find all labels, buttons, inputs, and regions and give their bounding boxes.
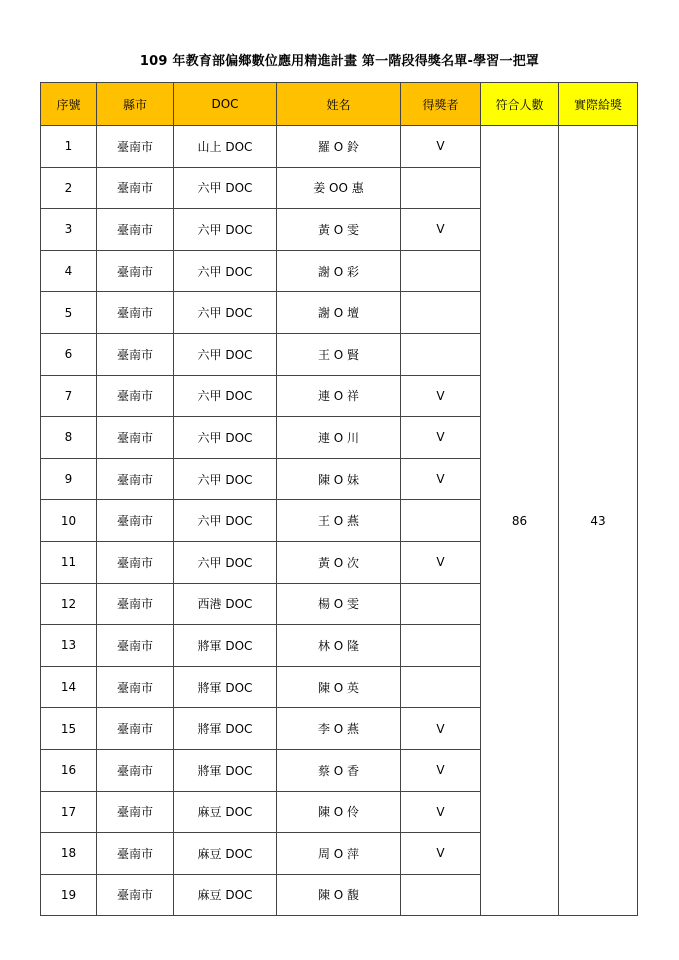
cell-winner — [401, 874, 481, 916]
cell-winner — [401, 250, 481, 292]
cell-doc: 麻豆 DOC — [174, 791, 277, 833]
cell-doc: 麻豆 DOC — [174, 874, 277, 916]
cell-name: 陳 O 伶 — [277, 791, 401, 833]
header-county: 縣市 — [97, 83, 174, 126]
cell-county: 臺南市 — [97, 874, 174, 916]
cell-county: 臺南市 — [97, 749, 174, 791]
cell-name: 陳 O 馥 — [277, 874, 401, 916]
cell-no: 11 — [41, 541, 97, 583]
cell-no: 6 — [41, 333, 97, 375]
cell-doc: 將軍 DOC — [174, 625, 277, 667]
table-header-row — [41, 83, 638, 126]
cell-no: 7 — [41, 375, 97, 417]
cell-name: 王 O 賢 — [277, 333, 401, 375]
page-title: 109 年教育部偏鄉數位應用精進計畫 第一階段得獎名單-學習一把罩 — [139, 54, 540, 69]
table-body — [41, 126, 638, 916]
cell-winner: V — [401, 375, 481, 417]
header-no: 序號 — [41, 83, 97, 126]
cell-doc: 六甲 DOC — [174, 209, 277, 251]
cell-no: 14 — [41, 666, 97, 708]
cell-name: 謝 O 壇 — [277, 292, 401, 334]
cell-county: 臺南市 — [97, 666, 174, 708]
cell-no: 2 — [41, 167, 97, 209]
cell-county: 臺南市 — [97, 708, 174, 750]
cell-winner: V — [401, 458, 481, 500]
cell-winner: V — [401, 833, 481, 875]
cell-name: 連 O 祥 — [277, 375, 401, 417]
cell-doc: 將軍 DOC — [174, 708, 277, 750]
cell-doc: 將軍 DOC — [174, 666, 277, 708]
eligible-count: 86 — [481, 126, 559, 916]
cell-no: 10 — [41, 500, 97, 542]
cell-name: 楊 O 雯 — [277, 583, 401, 625]
cell-no: 16 — [41, 749, 97, 791]
header-eligible: 符合人數 — [481, 83, 559, 126]
cell-doc: 六甲 DOC — [174, 458, 277, 500]
cell-winner: V — [401, 708, 481, 750]
awards-table — [40, 82, 638, 916]
cell-winner — [401, 583, 481, 625]
cell-no: 8 — [41, 417, 97, 459]
cell-county: 臺南市 — [97, 500, 174, 542]
cell-county: 臺南市 — [97, 126, 174, 168]
cell-no: 18 — [41, 833, 97, 875]
cell-doc: 六甲 DOC — [174, 333, 277, 375]
cell-doc: 六甲 DOC — [174, 250, 277, 292]
cell-county: 臺南市 — [97, 458, 174, 500]
cell-name: 陳 O 妹 — [277, 458, 401, 500]
cell-county: 臺南市 — [97, 375, 174, 417]
table-row — [41, 126, 638, 168]
cell-winner: V — [401, 126, 481, 168]
cell-winner: V — [401, 417, 481, 459]
cell-doc: 將軍 DOC — [174, 749, 277, 791]
cell-name: 羅 O 鈴 — [277, 126, 401, 168]
cell-winner — [401, 292, 481, 334]
cell-doc: 山上 DOC — [174, 126, 277, 168]
header-winner: 得獎者 — [401, 83, 481, 126]
cell-no: 1 — [41, 126, 97, 168]
cell-no: 4 — [41, 250, 97, 292]
cell-county: 臺南市 — [97, 292, 174, 334]
cell-winner: V — [401, 209, 481, 251]
cell-name: 林 O 隆 — [277, 625, 401, 667]
header-name: 姓名 — [277, 83, 401, 126]
cell-name: 連 O 川 — [277, 417, 401, 459]
cell-name: 王 O 燕 — [277, 500, 401, 542]
cell-county: 臺南市 — [97, 417, 174, 459]
cell-name: 黃 O 次 — [277, 541, 401, 583]
cell-winner: V — [401, 541, 481, 583]
header-awarded: 實際給獎 — [559, 83, 638, 126]
cell-winner: V — [401, 791, 481, 833]
cell-name: 李 O 燕 — [277, 708, 401, 750]
cell-county: 臺南市 — [97, 250, 174, 292]
cell-county: 臺南市 — [97, 333, 174, 375]
cell-name: 黃 O 雯 — [277, 209, 401, 251]
cell-winner — [401, 625, 481, 667]
cell-no: 19 — [41, 874, 97, 916]
cell-doc: 六甲 DOC — [174, 167, 277, 209]
cell-no: 5 — [41, 292, 97, 334]
cell-doc: 六甲 DOC — [174, 292, 277, 334]
cell-name: 謝 O 彩 — [277, 250, 401, 292]
cell-no: 15 — [41, 708, 97, 750]
cell-name: 姜 OO 惠 — [277, 167, 401, 209]
cell-no: 13 — [41, 625, 97, 667]
cell-winner — [401, 500, 481, 542]
cell-no: 17 — [41, 791, 97, 833]
cell-county: 臺南市 — [97, 167, 174, 209]
cell-no: 12 — [41, 583, 97, 625]
cell-county: 臺南市 — [97, 583, 174, 625]
cell-doc: 六甲 DOC — [174, 417, 277, 459]
cell-winner — [401, 167, 481, 209]
cell-doc: 六甲 DOC — [174, 541, 277, 583]
cell-name: 周 O 萍 — [277, 833, 401, 875]
cell-doc: 六甲 DOC — [174, 375, 277, 417]
header-doc: DOC — [174, 83, 277, 126]
cell-county: 臺南市 — [97, 209, 174, 251]
cell-no: 9 — [41, 458, 97, 500]
cell-winner — [401, 333, 481, 375]
cell-county: 臺南市 — [97, 541, 174, 583]
cell-county: 臺南市 — [97, 791, 174, 833]
cell-winner — [401, 666, 481, 708]
cell-doc: 麻豆 DOC — [174, 833, 277, 875]
cell-winner: V — [401, 749, 481, 791]
cell-doc: 西港 DOC — [174, 583, 277, 625]
cell-doc: 六甲 DOC — [174, 500, 277, 542]
cell-county: 臺南市 — [97, 833, 174, 875]
awarded-count: 43 — [559, 126, 638, 916]
cell-no: 3 — [41, 209, 97, 251]
cell-name: 陳 O 英 — [277, 666, 401, 708]
cell-county: 臺南市 — [97, 625, 174, 667]
cell-name: 蔡 O 香 — [277, 749, 401, 791]
